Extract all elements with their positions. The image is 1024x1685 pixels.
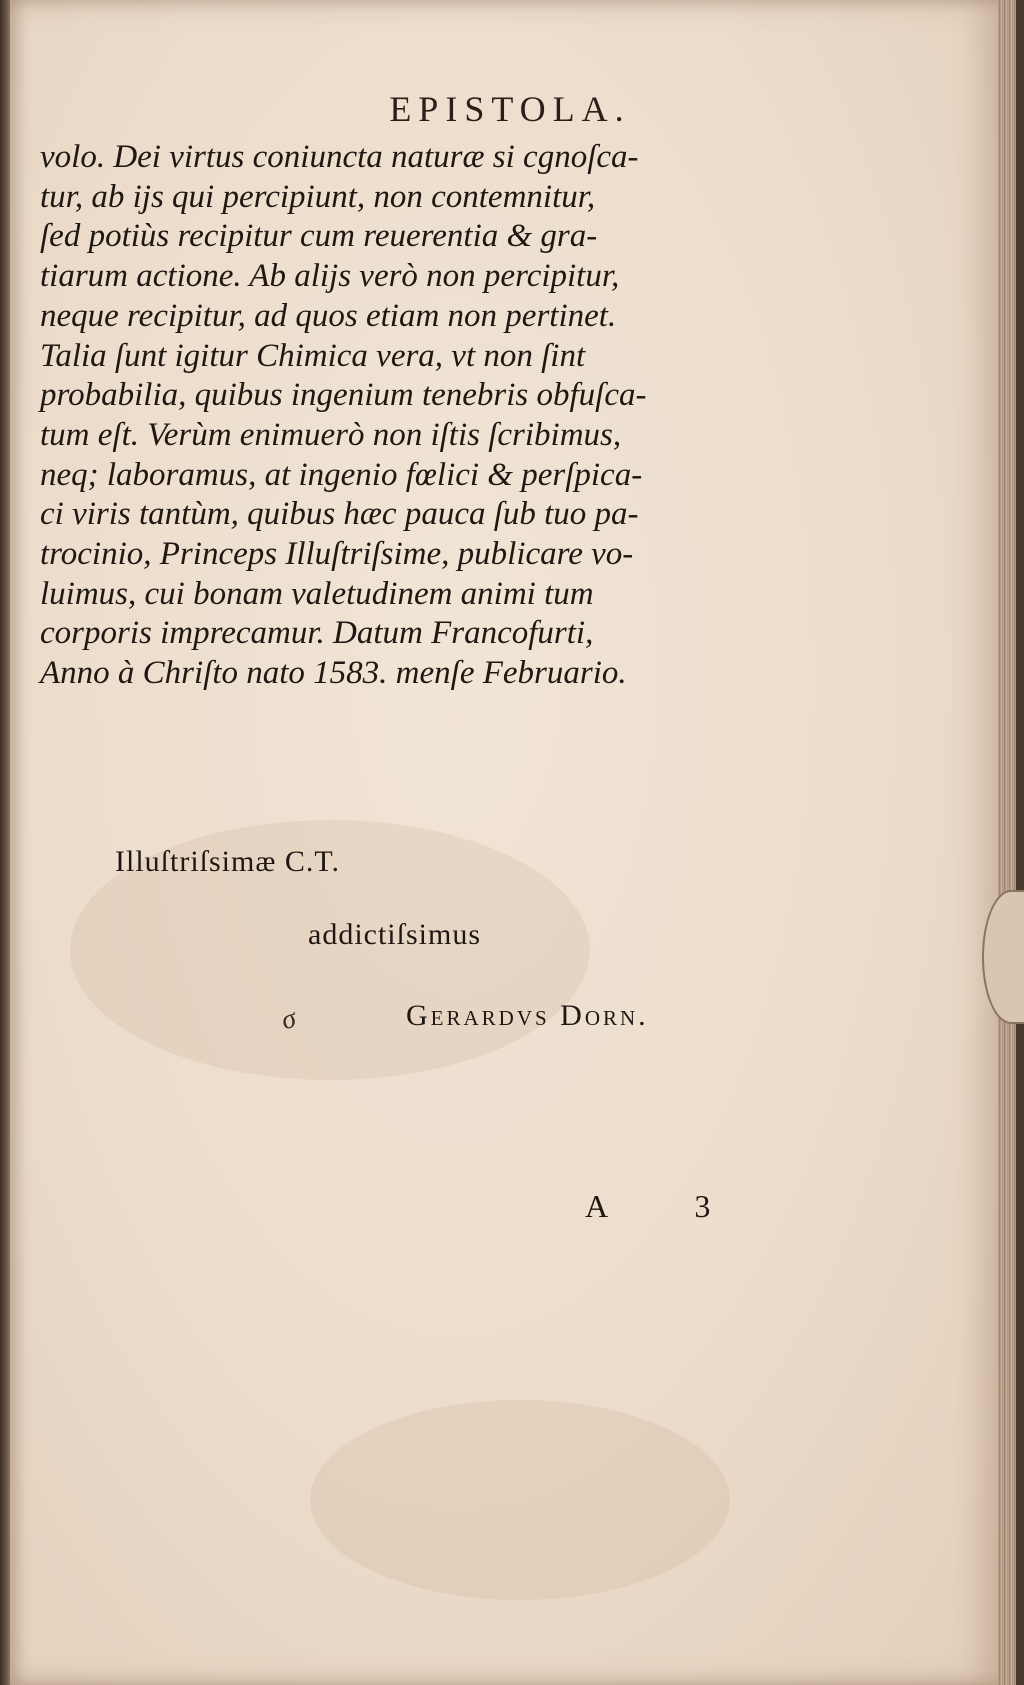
text-line: tum eſt. Verùm enimuerò non iſtis ſcribimus, bbox=[40, 416, 622, 453]
text-line: probabilia, quibus ingenium tenebris obfuſca- bbox=[40, 377, 647, 414]
text-line: volo. Dei virtus coniuncta naturæ si cgnoſca- bbox=[40, 139, 639, 175]
text-line: neque recipitur, ad quos etiam non pertinet. bbox=[40, 297, 617, 334]
gathering-signature: A 3 bbox=[585, 1188, 751, 1224]
text-line: Anno à Chriſto nato 1583. menſe Februario. bbox=[40, 655, 627, 692]
text-line: ſed potiùs recipitur cum reuerentia & gra- bbox=[40, 218, 598, 255]
closing-salutation: Illuſtriſsimæ C.T. bbox=[115, 845, 340, 878]
text-line: tur, ab ijs qui percipiunt, non contemnitur, bbox=[40, 178, 596, 215]
author-signature: Gerardvs Dorn. bbox=[406, 999, 649, 1032]
closing-devotion: addictiſsimus bbox=[308, 918, 481, 951]
text-line: luimus, cui bonam valetudinem animi tum bbox=[40, 575, 594, 612]
text-line: trocinio, Princeps Illuſtriſsime, publicare vo- bbox=[40, 536, 634, 573]
text-line: tiarum actione. Ab alijs verò non percipitur, bbox=[40, 258, 620, 295]
text-line: Talia ſunt igitur Chimica vera, vt non ſint bbox=[40, 337, 586, 374]
text-line: neq; laboramus, at ingenio fœlici & perſpica- bbox=[40, 456, 643, 493]
running-header: EPISTOLA. bbox=[389, 89, 631, 129]
text-line: ci viris tantùm, quibus hæc pauca ſub tuo pa- bbox=[40, 496, 639, 533]
flourish-mark: σ bbox=[278, 1002, 300, 1037]
paper-stain bbox=[310, 1400, 730, 1600]
text-line: corporis imprecamur. Datum Francofurti, bbox=[40, 615, 594, 652]
epistola-body bbox=[40, 138, 770, 694]
page bbox=[10, 0, 1000, 1685]
cover-edge bbox=[1016, 0, 1024, 1685]
